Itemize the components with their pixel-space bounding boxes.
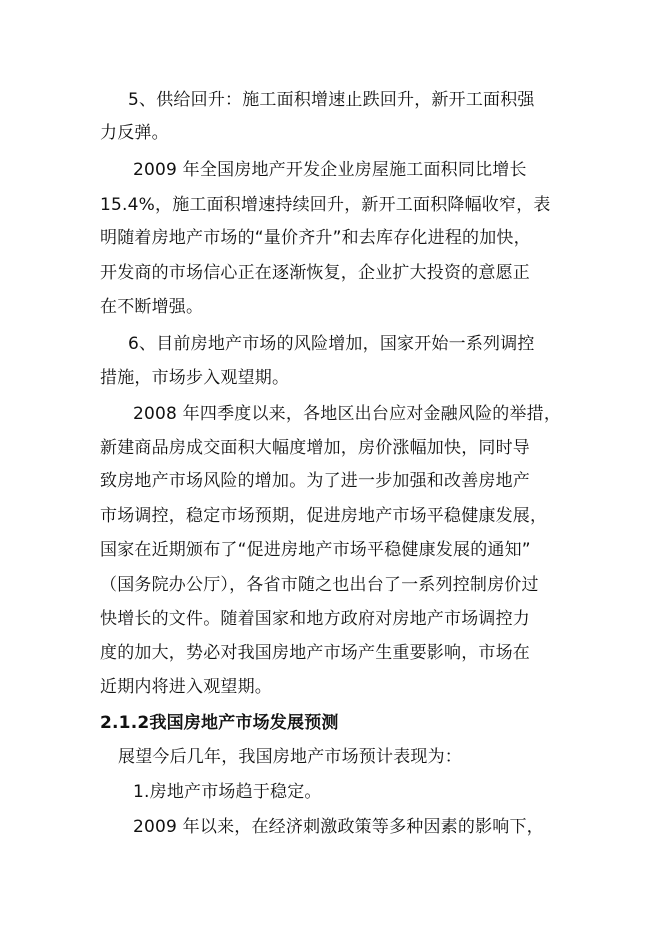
paragraph-risk-line-9: 近期内将进入观望期。: [100, 677, 272, 697]
paragraph-outlook-intro: 展望今后几年，我国房地产市场预计表现为：: [118, 747, 462, 767]
paragraph-construction-line-3: 明随着房地产市场的“量价齐升”和去库存化进程的加快，: [100, 228, 531, 248]
paragraph-2009-line-1: 2009 年以来，在经济刺激政策等多种因素的影响下，: [133, 817, 544, 837]
paragraph-point-5-line-2: 力反弹。: [100, 123, 169, 143]
paragraph-risk-line-2: 新建商品房成交面积大幅度增加，房价涨幅加快，同时导: [100, 438, 530, 458]
section-heading-2-1-2: 2.1.2我国房地产市场发展预测: [100, 713, 339, 733]
paragraph-construction-line-5: 在不断增强。: [100, 297, 204, 317]
paragraph-risk-line-1: 2008 年四季度以来，各地区出台应对金融风险的举措，: [133, 404, 562, 424]
paragraph-risk-line-3: 致房地产市场风险的增加。为了进一步加强和改善房地产: [100, 471, 530, 491]
paragraph-construction-line-1: 2009 年全国房地产开发企业房屋施工面积同比增长: [133, 160, 527, 180]
paragraph-construction-line-2: 15.4%，施工面积增速持续回升，新开工面积降幅收窄，表: [100, 195, 551, 215]
paragraph-point-6-line-1: 6、目前房地产市场的风险增加，国家开始一系列调控: [128, 334, 535, 354]
paragraph-risk-line-4: 市场调控，稳定市场预期，促进房地产市场平稳健康发展，: [100, 506, 548, 526]
paragraph-risk-line-5: 国家在近期颁布了“促进房地产市场平稳健康发展的通知”: [100, 540, 531, 560]
paragraph-point-6-line-2: 措施，市场步入观望期。: [100, 368, 290, 388]
paragraph-risk-line-6: （国务院办公厅），各省市随之也出台了一系列控制房价过: [100, 575, 539, 595]
paragraph-risk-line-8: 度的加大，势必对我国房地产市场产生重要影响，市场在: [100, 643, 530, 663]
paragraph-construction-line-4: 开发商的市场信心正在逐渐恢复，企业扩大投资的意愿正: [100, 263, 530, 283]
paragraph-point-5-line-1: 5、供给回升：施工面积增速止跌回升，新开工面积强: [128, 90, 535, 110]
paragraph-risk-line-7: 快增长的文件。随着国家和地方政府对房地产市场调控力: [100, 609, 530, 629]
list-item-1-stable-market: 1.房地产市场趋于稳定。: [133, 782, 322, 802]
